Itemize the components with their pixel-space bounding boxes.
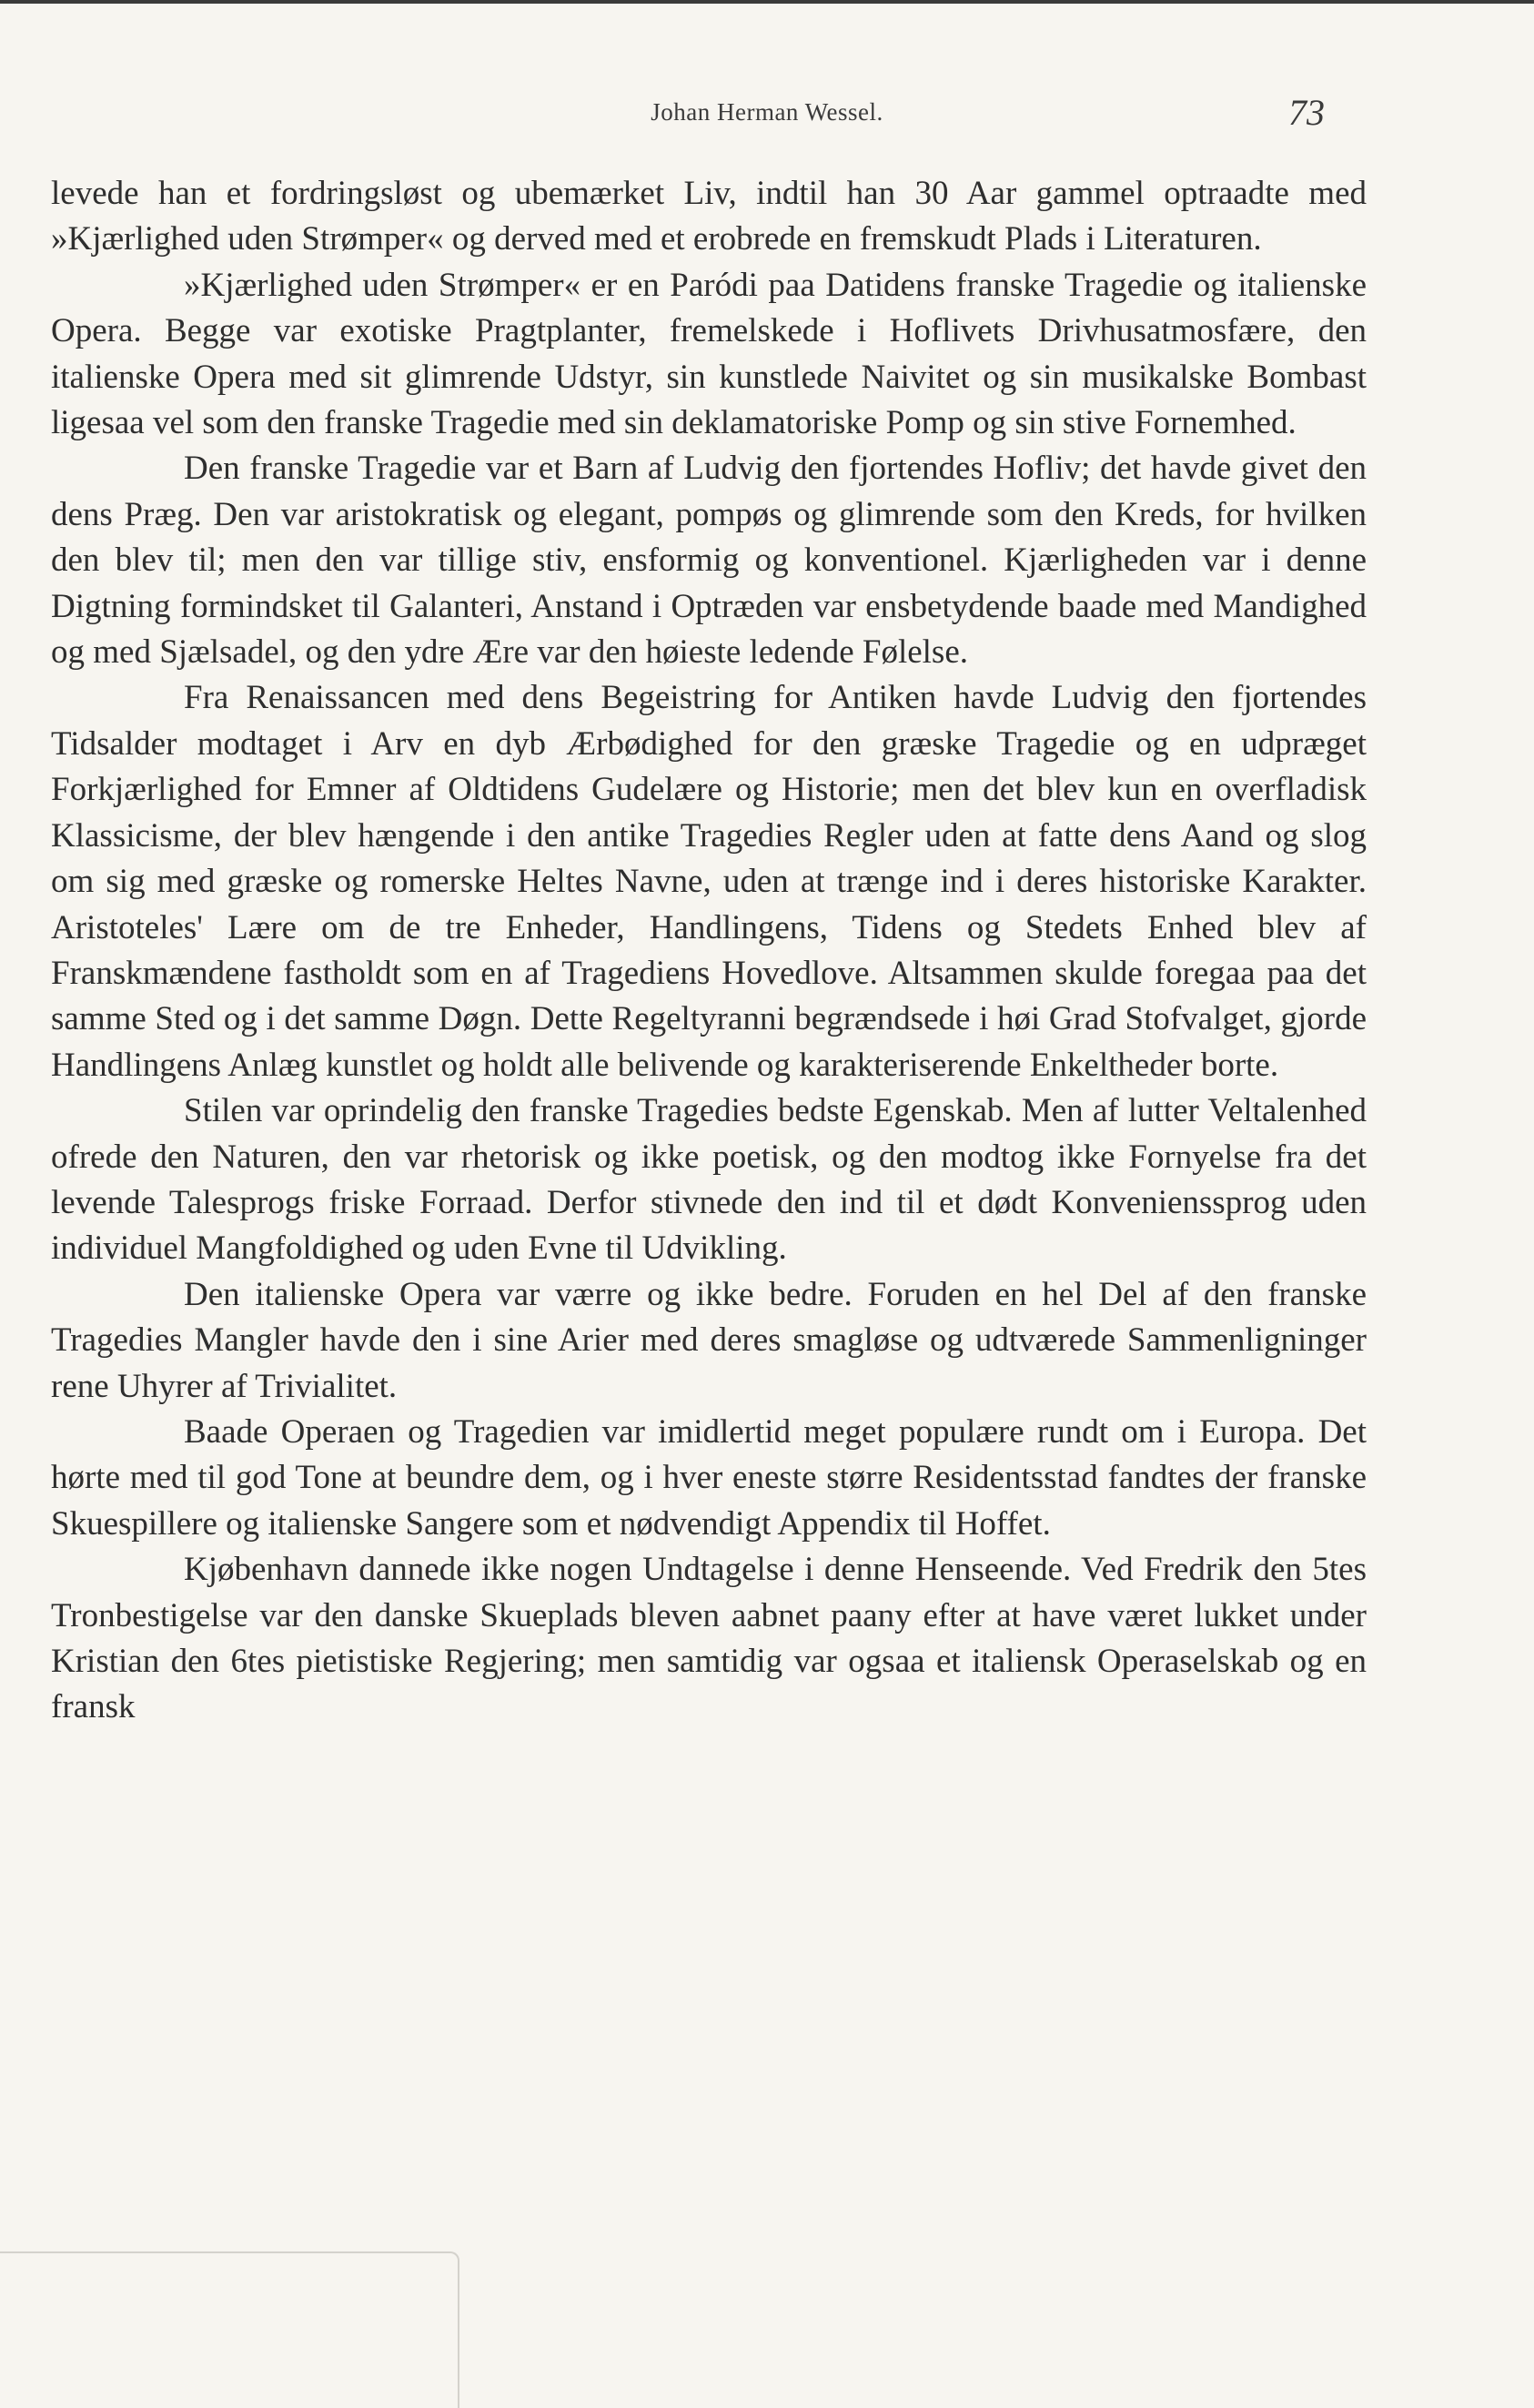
paragraph: levede han et fordringsløst og ubemærket Liv, indtil han 30 Aar gammel optraadte med »Kjærlighed uden Strømper« og derved med et erobrede en fremskudt Plads i Literaturen. bbox=[51, 175, 1367, 258]
paragraph: Fra Renaissancen med dens Begeistring for Antiken havde Ludvig den fjortendes Tidsalder modtaget i Arv en dyb Ærbødighed for den græske Tragedie og en udpræget Forkjærlighed for Emner af Oldtidens Gudelære og Historie; men det blev kun en overfladisk Klassicisme, der blev hængende i den antike Tragedies Regler uden at fatte dens Aand og slog om sig med græske og romerske Heltes Navne, uden at trænge ind i deres historiske Karakter. Aristoteles' Lære om de tre Enheder, Handlingens, Tidens og Stedets Enhed blev af Franskmændene fastholdt som en af Tragediens Hovedlove. Altsammen skulde foregaa paa det samme Sted og i det samme Døgn. Dette Regeltyranni begrændsede i høi Grad Stofvalget, gjorde Handlingens Anlæg kunstlet og holdt alle belivende og karakteriserende Enkeltheder borte. bbox=[51, 679, 1367, 1084]
paragraph: Kjøbenhavn dannede ikke nogen Undtagelse i denne Henseende. Ved Fredrik den 5tes Tronbestigelse var den danske Skueplads bleven aabnet paany efter at have været lukket under Kristian den 6tes pietistiske Regjering; men samtidig var ogsaa et italiensk Operaselskab og en fransk bbox=[51, 1551, 1367, 1726]
paragraph: Den franske Tragedie var et Barn af Ludvig den fjortendes Hofliv; det havde givet den dens Præg. Den var aristokratisk og elegant, pompøs og glimrende som den Kreds, for hvilken den blev til; men den var tillige stiv, ensformig og konventionel. Kjærligheden var i denne Digtning formindsket til Galanteri, Anstand i Optræden var ensbetydende baade med Mandighed og med Sjælsadel, og den ydre Ære var den høieste ledende Følelse. bbox=[51, 450, 1367, 672]
paragraph: Den italienske Opera var værre og ikke bedre. Foruden en hel Del af den franske Tragedies Mangler havde den i sine Arier med deres smagløse og udtværede Sammenligninger rene Uhyrer af Trivialitet. bbox=[51, 1275, 1367, 1405]
body-text bbox=[51, 171, 1367, 1731]
page-number: 73 bbox=[1288, 92, 1325, 133]
paragraph: Stilen var oprindelig den franske Tragedies bedste Egenskab. Men af lutter Veltalenhed ofrede den Naturen, den var rhetorisk og ikke poetisk, og den modtog ikke Fornyelse fra det levende Talesprogs friske Forraad. Derfor stivnede den ind til et dødt Konvenienssprog uden individuel Mangfoldighed og uden Evne til Udvikling. bbox=[51, 1092, 1367, 1268]
scan-edge-mark bbox=[0, 2251, 459, 2408]
running-title: Johan Herman Wessel. bbox=[651, 98, 883, 126]
paragraph: Baade Operaen og Tragedien var imidlertid meget populære rundt om i Europa. Det hørte med til god Tone at beundre dem, og i hver eneste større Residentsstad fandtes der franske Skuespillere og italienske Sangere som et nødvendigt Appendix til Hoffet. bbox=[51, 1412, 1367, 1543]
paragraph: »Kjærlighed uden Strømper« er en Paródi paa Datidens franske Tragedie og italienske Opera. Begge var exotiske Pragtplanter, fremelskede i Hoflivets Drivhusatmosfære, den italienske Opera med sit glimrende Udstyr, sin kunstlede Naivitet og sin musikalske Bombast ligesaa vel som den franske Tragedie med sin deklamatoriske Pomp og sin stive Fornemhed. bbox=[51, 266, 1367, 442]
